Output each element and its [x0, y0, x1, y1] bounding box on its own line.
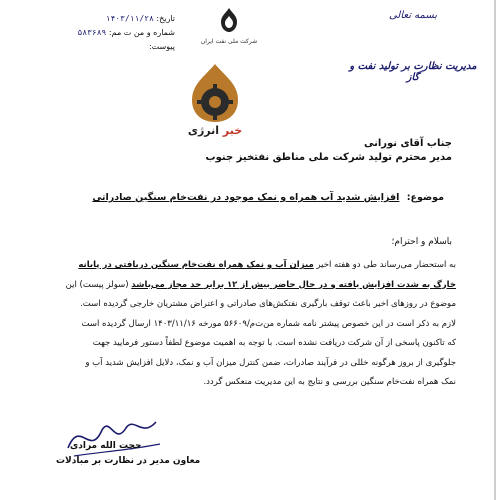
body-line-3: موضوع در روزهای اخیر باعث توقف بارگیری نفتکش‌های صادراتی و اعتراض مشتریان خارجی گردیده است.	[80, 299, 456, 309]
nioc-name: شرکت ملی نفت ایران	[200, 38, 258, 45]
page-edge-line	[494, 0, 496, 500]
letter-body	[36, 256, 456, 393]
bismillah: بسمه تعالی	[388, 10, 438, 21]
department-title: مدیریت نظارت بر تولید نفت و گاز	[349, 61, 477, 83]
attachment-row	[15, 40, 175, 54]
signer-name: حجت الله مرادی	[70, 441, 142, 451]
body-line-7: نمک همراه نفت‌خام سنگین بررسی و نتایج به این مدیریت منعکس گردد.	[203, 377, 456, 387]
flame-gear-icon	[170, 62, 260, 124]
header-left	[15, 12, 175, 54]
body-line-1	[36, 256, 456, 276]
nioc-logo	[198, 6, 260, 46]
date-row	[15, 12, 175, 26]
body-line-5: که تاکنون پاسخی از آن شرکت دریافت نشده است. با توجه به اهمیت موضوع لطفاً دستور فرمایید جهت	[92, 338, 456, 348]
subject-label: موضوع:	[406, 192, 444, 203]
number-row	[15, 26, 175, 40]
body-highlight: خارگ به شدت افزایش یافته و در حال حاضر بیش از ۱۲ برابر حد مجاز می‌باشد	[131, 279, 456, 290]
energy-brand-red: خبر	[222, 124, 243, 137]
signer-role: معاون مدیر در نظارت بر مبادلات	[56, 456, 201, 466]
energy-news-wordmark	[165, 124, 265, 137]
header-right	[348, 10, 478, 83]
energy-brand-black: انرژی	[187, 124, 220, 137]
greeting: باسلام و احترام؛	[391, 237, 452, 247]
nioc-emblem-icon	[215, 6, 243, 34]
subject-line	[92, 192, 444, 203]
body-text: (سولز پیست) این	[65, 279, 129, 290]
body-text: به استحضار می‌رساند طی دو هفته اخیر	[316, 260, 456, 270]
subject-text: افزایش شدید آب همراه و نمک موجود در نفت‌خام سنگین صادراتی	[92, 192, 400, 203]
number-label: شماره و من ت مم:	[108, 28, 175, 37]
body-line-4: لازم به ذکر است در این خصوص پیشتر نامه شماره من‌ت‌م/۵۶۶۰۹ مورخه ۱۴۰۳/۱۱/۱۶ ارسال گردیده است	[81, 318, 456, 329]
body-line-6: جلوگیری از بروز هرگونه خللی در فرآیند صادرات، ضمن کنترل میزان آب و نمک، دلایل افزایش شدید آب و	[85, 357, 456, 368]
date-label: تاریخ:	[156, 14, 175, 23]
recipient-name: جناب آقای نورانی	[363, 138, 452, 149]
recipient-title: مدیر محترم تولید شرکت ملی مناطق نفتخیز جنوب	[205, 152, 452, 163]
body-highlight: میزان آب و نمک همراه نفت‌خام سنگین دریافتی در پایانه	[78, 260, 314, 270]
attachment-label: پیوست:	[148, 42, 175, 51]
date-value: ۱۴۰۳/۱۱/۲۸	[105, 14, 154, 23]
number-value: ۵۸۳۶۸۹	[77, 28, 107, 37]
body-line-2	[36, 276, 456, 296]
